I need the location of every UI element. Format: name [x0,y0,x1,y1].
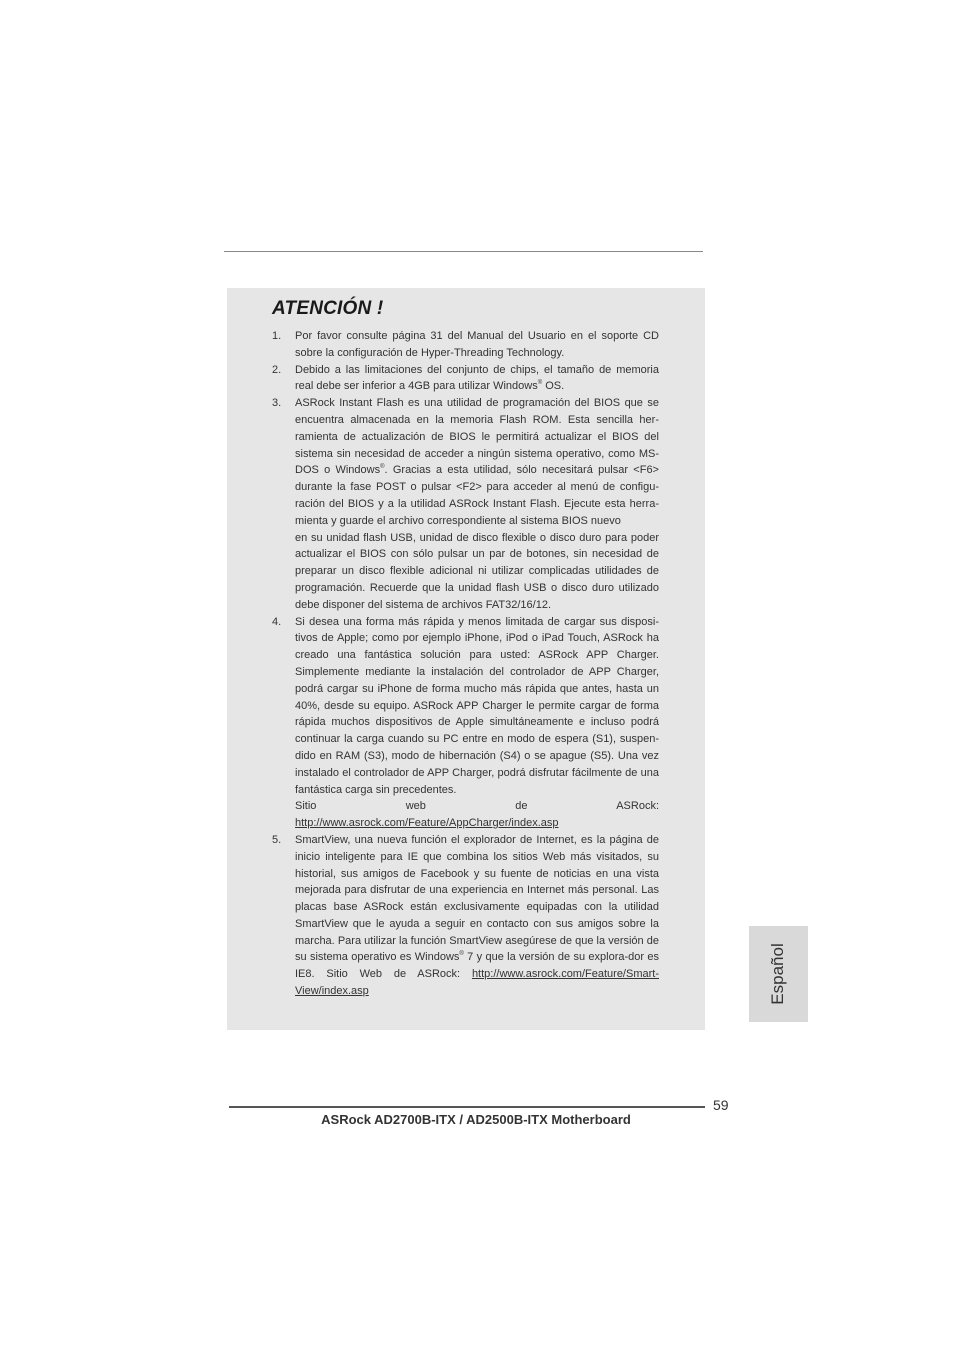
list-item [272,614,659,832]
registered-mark: ® [380,464,385,471]
item-text: Por favor consulte página 31 del Manual del Usuario en el soporte CD sobre la configuración de Hyper-Threading Technology. [295,330,659,359]
item-text-part: ASRock Instant Flash es una utilidad de programación del BIOS que se encuentra almacenada en la memoria Flash ROM. Esta sencilla her-ramienta de actualización de BIOS le permitirá actualizar el BIOS del sistema sin necesidad de acceder a ningún sistema operativo, como MS-DOS o Windows [295,397,659,477]
registered-mark: ® [537,380,543,387]
footer-rule [229,1106,705,1108]
page-number: 59 [713,1097,729,1113]
note-title: ATENCIÓN ! [272,298,384,319]
item-text: Si desea una forma más rápida y menos limitada de cargar sus disposi-tivos de Apple; como por ejemplo iPhone, iPod o iPad Touch, ASRock ha creado una fantástica solución para usted: ASRock APP Charger. Simplemente mediante la instalación del controlador de APP Charger, podrá cargar su iPhone de forma mucho más rápida que antes, hasta un 40%, desde su equipo. ASRock APP Charger le permite cargar de forma rápida muchos dispositivos de Apple simultáneamente e incluso podrá continuar la carga cuando su PC entre en modo de espera (S1), suspen-dido en RAM (S3), modo de hibernación (S4) o se apague (S5). Una vez instalado el controlador de APP Charger, podrá disfrutar fácilmente de una fantástica carga sin precedentes. [295,615,659,796]
header-rule [224,251,703,252]
item-number: 3. [272,397,282,410]
note-list [272,328,659,1000]
item-text-part: . Gracias a esta utilidad, sólo necesitará pulsar <F6> durante la fase POST o pulsar <F2> para acceder al menú de configu-ración del BIOS y a la utilidad ASRock Instant Flash. Ejecute esta herra-mienta y guarde el archivo correspondiente al sistema BIOS nuevo [295,464,659,527]
registered-mark: ® [459,951,464,958]
language-tab [749,926,808,1022]
item-text-part: Debido a las limitaciones del conjunto de chips, el tamaño de memoria real debe ser inferior a 4GB para utilizar Windows [295,363,659,393]
appcharger-link[interactable]: http://www.asrock.com/Feature/AppCharger/index.asp [295,817,559,830]
item-text-continued: en su unidad flash USB, unidad de disco flexible o disco duro para poder actualizar el BIOS con sólo pulsar un par de botones, sin necesidad de preparar un disco flexible adicional ni utilizar complicadas utilidades de programación. Recuerde que la unidad flash USB o disco duro utilizado debe disponer del sistema de archivos FAT32/16/12. [295,531,659,611]
item-site-line [295,798,659,832]
item-text-part: 7 y que la versión de su explora-dor es IE8. Sitio Web de ASRock: [295,951,660,981]
smartview-link[interactable]: http://www.asrock.com/Feature/Smart-View/index.asp [295,968,659,998]
item-number: 5. [272,833,282,846]
item-text [295,362,659,396]
item-number: 2. [272,363,282,376]
item-text-part: SmartView, una nueva función el explorador de Internet, es la página de inicio inteligente para IE que combina los sitios Web más visitados, su historial, sus amigos de Facebook y su fuente de noticias en una vista mejorada para disfrutar de una experiencia en Internet más personal. Las placas base ASRock están exclusivamente equipadas con la utilidad SmartView que le ayuda a seguir en contacto con sus amigos sobre la marcha. Para utilizar la función SmartView asegúrese de que la versión de su sistema operativo es Windows [295,833,659,964]
item-text [295,832,659,1000]
item-text [295,395,659,529]
item-number: 1. [272,330,282,342]
item-number: 4. [272,615,282,628]
list-item [272,395,659,613]
language-label: Español [768,943,787,1005]
site-label: Sitio web de ASRock: [295,800,659,813]
list-item [272,328,659,362]
list-item [272,362,659,396]
item-text-part: OS. [542,380,565,393]
footer-title: ASRock AD2700B-ITX / AD2500B-ITX Motherboard [321,1112,631,1127]
list-item [272,832,659,1000]
